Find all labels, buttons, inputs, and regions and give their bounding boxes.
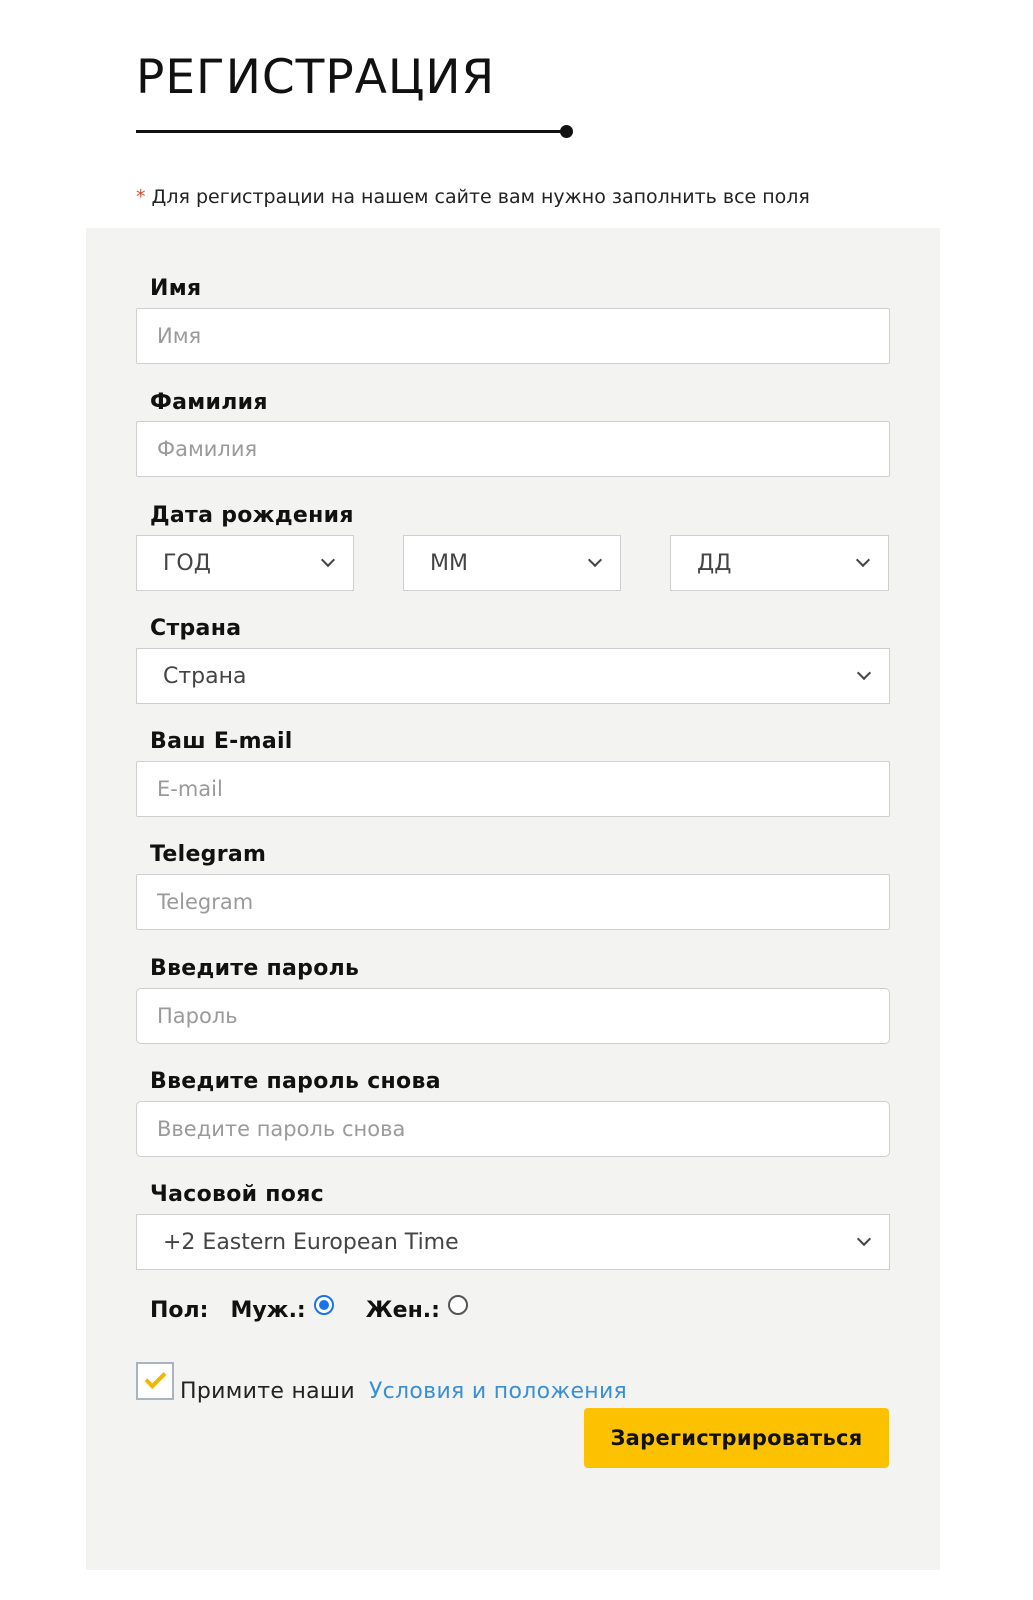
birth-year-value: ГОД (163, 550, 211, 576)
timezone-label: Часовой пояс (150, 1182, 324, 1207)
gender-male-radio[interactable] (314, 1295, 334, 1315)
chevron-down-icon (856, 553, 870, 567)
page-title: РЕГИСТРАЦИЯ (136, 50, 496, 105)
birth-date-label: Дата рождения (150, 503, 354, 528)
country-label: Страна (150, 616, 242, 641)
gender-male-label: Муж.: (230, 1298, 306, 1323)
country-value: Страна (163, 663, 247, 689)
timezone-select[interactable] (136, 1214, 890, 1270)
gender-label: Пол: (150, 1298, 209, 1323)
required-star: * (136, 186, 146, 208)
register-button[interactable]: Зарегистрироваться (584, 1408, 889, 1468)
birth-day-select[interactable] (670, 535, 889, 591)
last-name-label: Фамилия (150, 390, 268, 415)
password-input[interactable] (136, 988, 890, 1044)
telegram-input[interactable] (136, 874, 890, 930)
checkmark-icon (145, 1367, 167, 1389)
gender-female-label: Жен.: (365, 1298, 440, 1323)
title-underline-dot (560, 125, 573, 138)
email-label: Ваш E-mail (150, 729, 293, 754)
password-repeat-label: Введите пароль снова (150, 1069, 441, 1094)
required-notice (136, 186, 810, 208)
chevron-down-icon (588, 553, 602, 567)
birth-year-select[interactable] (136, 535, 354, 591)
first-name-label: Имя (150, 276, 202, 301)
last-name-input[interactable] (136, 421, 890, 477)
chevron-down-icon (321, 553, 335, 567)
email-input[interactable] (136, 761, 890, 817)
gender-group (150, 1298, 468, 1323)
birth-month-value: ММ (430, 550, 468, 576)
terms-link[interactable]: Условия и положения (368, 1379, 628, 1404)
password-label: Введите пароль (150, 956, 360, 981)
password-repeat-input[interactable] (136, 1101, 890, 1157)
birth-month-select[interactable] (403, 535, 621, 591)
terms-checkbox[interactable] (136, 1362, 174, 1400)
timezone-value: +2 Eastern European Time (163, 1229, 459, 1255)
terms-row (136, 1362, 628, 1404)
first-name-input[interactable] (136, 308, 890, 364)
title-underline (136, 130, 566, 133)
chevron-down-icon (857, 1232, 871, 1246)
terms-text: Примите наши (180, 1379, 355, 1404)
telegram-label: Telegram (150, 842, 267, 867)
birth-day-value: ДД (697, 550, 732, 576)
country-select[interactable] (136, 648, 890, 704)
gender-female-radio[interactable] (448, 1295, 468, 1315)
chevron-down-icon (857, 666, 871, 680)
gender-male-option[interactable] (230, 1298, 333, 1323)
gender-female-option[interactable] (366, 1298, 468, 1323)
required-notice-text: Для регистрации на нашем сайте вам нужно заполнить все поля (151, 186, 810, 208)
